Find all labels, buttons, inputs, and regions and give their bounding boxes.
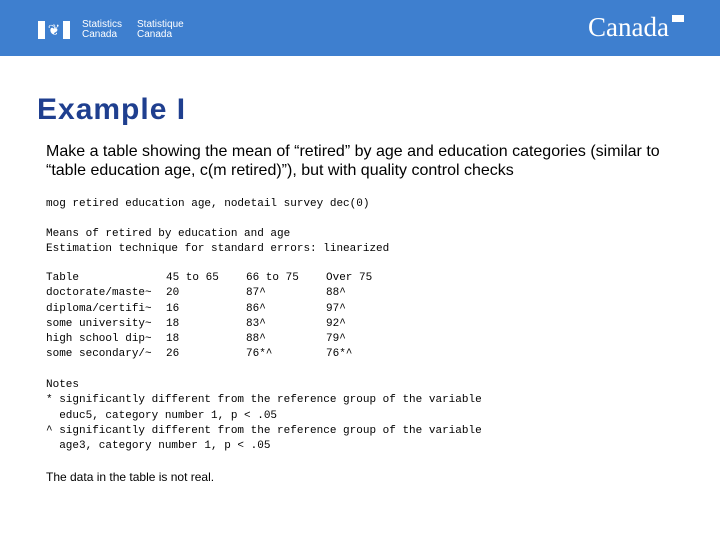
signature-fr-line2: Canada <box>137 29 173 40</box>
table-cell: 16 <box>166 302 180 315</box>
table-row <box>46 332 406 347</box>
notes-heading: Notes <box>46 379 80 391</box>
signature-en-line2: Canada <box>82 29 118 40</box>
table-row <box>46 286 406 301</box>
table-cell: high school dip~ <box>46 333 152 346</box>
signature-english <box>82 20 122 40</box>
column-header: Table <box>46 272 80 284</box>
note-line: age3, category number 1, p < .05 <box>46 440 271 453</box>
note-line: * significantly different from the reference group of the variable <box>46 394 482 407</box>
table-cell: 83^ <box>246 317 266 330</box>
table-cell: 76*^ <box>246 348 273 361</box>
result-title-line2: Estimation technique for standard errors: linearized <box>46 243 390 256</box>
table-cell: 87^ <box>246 287 266 300</box>
table-cell: 18 <box>166 333 180 346</box>
table-cell: diploma/certifi~ <box>46 302 152 315</box>
wordmark-flag-icon <box>672 15 684 22</box>
intro-text: Make a table showing the mean of “retired” by age and education categories (similar to “table education age, c(m retired)”), but with quality control checks <box>46 143 660 179</box>
table-row <box>46 317 406 332</box>
signature-fr-line1: Statistique <box>137 19 184 30</box>
table-header-row <box>46 271 406 286</box>
table-cell: 79^ <box>326 333 346 346</box>
canada-wordmark: Canada <box>588 12 669 42</box>
results-table <box>46 271 406 363</box>
statcan-header-banner <box>0 0 720 56</box>
table-cell: 18 <box>166 317 180 330</box>
signature-en-line1: Statistics <box>82 19 123 30</box>
table-cell: 76*^ <box>326 348 353 361</box>
table-row <box>46 302 406 317</box>
table-cell: doctorate/maste~ <box>46 287 152 300</box>
stata-command: mog retired education age, nodetail survey dec(0) <box>46 198 370 210</box>
note-line: educ5, category number 1, p < .05 <box>46 409 278 422</box>
signature-french <box>137 20 184 40</box>
table-cell: 92^ <box>326 317 346 330</box>
column-header: 66 to 75 <box>246 272 299 284</box>
data-disclaimer: The data in the table is not real. <box>46 470 215 484</box>
result-title <box>46 227 389 258</box>
column-header: Over 75 <box>326 272 373 284</box>
note-line: ^ significantly different from the reference group of the variable <box>46 424 482 437</box>
table-cell: 88^ <box>326 287 346 300</box>
table-cell: 97^ <box>326 302 346 315</box>
result-title-line1: Means of retired by education and age <box>46 228 291 240</box>
table-cell: 86^ <box>246 302 266 315</box>
table-cell: 20 <box>166 287 180 300</box>
table-cell: 88^ <box>246 333 266 346</box>
column-header: 45 to 65 <box>166 272 219 284</box>
table-row <box>46 347 406 362</box>
table-cell: some secondary/~ <box>46 348 152 361</box>
table-cell: 26 <box>166 348 180 361</box>
canada-flag-icon: ❦ <box>38 21 70 39</box>
table-cell: some university~ <box>46 317 152 330</box>
slide-title: Example I <box>37 93 187 126</box>
notes-block <box>46 378 482 454</box>
